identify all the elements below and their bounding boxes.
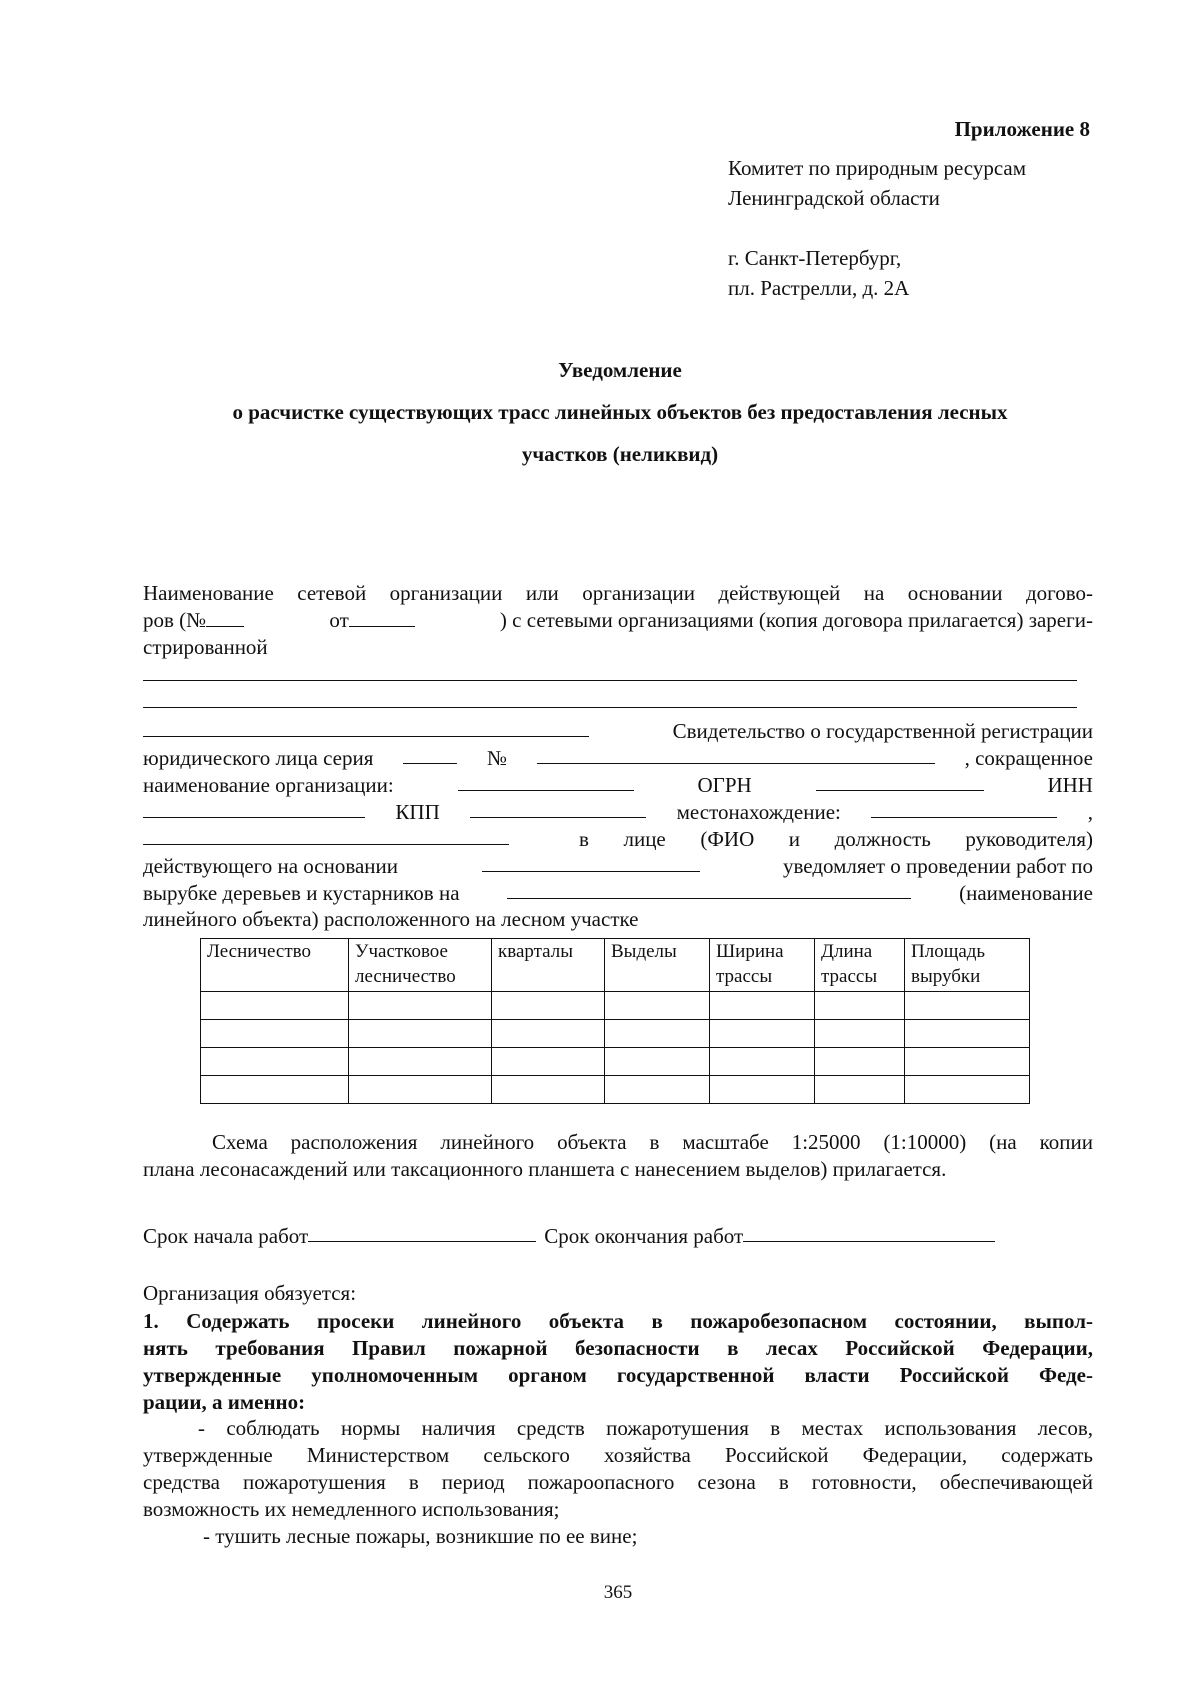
bullet-1-line-4: возможность их немедленного использования; xyxy=(143,1497,560,1521)
table-cell[interactable] xyxy=(815,1048,905,1076)
obligation-1-line-4: рации, а именно: xyxy=(143,1390,306,1414)
ogrn-label: ОГРН xyxy=(697,773,752,797)
cutting-label: вырубке деревьев и кустарников на xyxy=(143,881,460,905)
table-cell[interactable] xyxy=(605,1020,710,1048)
table-row xyxy=(201,992,1030,1020)
table-cell[interactable] xyxy=(710,992,815,1020)
fields-line-7 xyxy=(143,880,1093,907)
org-name-label: наименование организации: xyxy=(143,773,394,797)
table-row xyxy=(201,1076,1030,1104)
table-cell[interactable] xyxy=(710,1020,815,1048)
table-cell[interactable] xyxy=(349,992,492,1020)
fields-line-5 xyxy=(143,826,1093,853)
org-name-field[interactable] xyxy=(458,772,634,791)
document-title: Уведомление xyxy=(558,358,682,382)
table-cell[interactable] xyxy=(905,992,1030,1020)
document-subtitle-line-2: участков (неликвид) xyxy=(521,442,719,466)
intro-line-2 xyxy=(143,607,1093,634)
table-cell[interactable] xyxy=(815,992,905,1020)
obligation-1-line-1: 1. Содержать просеки линейного объекта в пожаробезопасном состоянии, выпол- xyxy=(143,1309,1093,1333)
contract-note: ) с сетевыми организациями (копия договора прилагается) зареги- xyxy=(499,608,1093,632)
header-sections: Выделы xyxy=(605,939,710,992)
header-route-width: Ширина трассы xyxy=(710,939,815,992)
acting-basis-label: действующего на основании xyxy=(143,854,399,878)
inn-label: ИНН xyxy=(1047,773,1093,797)
certificate-number-field[interactable] xyxy=(537,745,935,764)
header-route-length: Длина трассы xyxy=(815,939,905,992)
obligations-intro: Организация обязуется: xyxy=(143,1281,357,1305)
table-cell[interactable] xyxy=(201,1048,349,1076)
table-cell[interactable] xyxy=(605,992,710,1020)
acting-basis-field[interactable] xyxy=(482,853,700,872)
certificate-label: Свидетельство о государственной регистрации xyxy=(672,719,1093,743)
table-cell[interactable] xyxy=(905,1020,1030,1048)
table-row xyxy=(201,1048,1030,1076)
registration-blank-line-1[interactable] xyxy=(143,680,1077,681)
table-cell[interactable] xyxy=(492,1048,605,1076)
fields-line-2 xyxy=(143,745,1093,772)
kpp-field[interactable] xyxy=(470,799,646,818)
series-field[interactable] xyxy=(403,745,457,764)
table-cell[interactable] xyxy=(815,1020,905,1048)
intro-line-1: Наименование сетевой организации или организации действующей на основании догово- xyxy=(143,581,1093,605)
forest-plot-table xyxy=(200,938,1030,1104)
table-cell[interactable] xyxy=(492,1020,605,1048)
linear-object-field[interactable] xyxy=(507,880,911,899)
table-cell[interactable] xyxy=(815,1076,905,1104)
table-cell[interactable] xyxy=(492,992,605,1020)
location-field[interactable] xyxy=(871,799,1057,818)
annex-label: Приложение 8 xyxy=(954,117,1090,141)
table-cell[interactable] xyxy=(201,992,349,1020)
table-cell[interactable] xyxy=(710,1048,815,1076)
registration-name-field[interactable] xyxy=(143,718,589,737)
scheme-line-2: плана лесонасаждений или таксационного планшета с нанесением выделов) прилагается. xyxy=(143,1157,947,1181)
dates-line xyxy=(143,1223,1093,1250)
fields-line-6 xyxy=(143,853,1093,880)
end-date-label: Срок окончания работ xyxy=(544,1224,744,1248)
header-cutting-area: Площадь вырубки xyxy=(905,939,1030,992)
table-cell[interactable] xyxy=(905,1048,1030,1076)
in-person-label: в лице (ФИО и должность руководителя) xyxy=(579,827,1093,851)
fields-line-4 xyxy=(143,799,1093,826)
table-cell[interactable] xyxy=(492,1076,605,1104)
recipient-line-2: Ленинградской области xyxy=(728,186,940,210)
fields-line-1 xyxy=(143,718,1093,745)
object-name-label: (наименование xyxy=(959,881,1093,905)
bullet-1-line-1: - соблюдать нормы наличия средств пожаротушения в местах использования лесов, xyxy=(198,1416,1093,1440)
table-header-row xyxy=(201,939,1030,992)
inn-field[interactable] xyxy=(143,799,365,818)
end-date-field[interactable] xyxy=(743,1223,995,1242)
scheme-line-1: Схема расположения линейного объекта в масштабе 1:25000 (1:10000) (на копии xyxy=(212,1130,1093,1154)
table-cell[interactable] xyxy=(349,1048,492,1076)
table-cell[interactable] xyxy=(605,1048,710,1076)
location-field-continued[interactable] xyxy=(143,826,509,845)
comma: , xyxy=(1087,800,1093,824)
obligation-1-line-2: нять требования Правил пожарной безопасности в лесах Российской Федерации, xyxy=(143,1336,1093,1360)
obligation-1-line-3: утвержденные уполномоченным органом государственной власти Российской Феде- xyxy=(143,1363,1093,1387)
registration-blank-line-2[interactable] xyxy=(143,707,1077,708)
document-subtitle-line-1: о расчистке существующих трасс линейных объектов без предоставления лесных xyxy=(232,400,1008,424)
number-label: № xyxy=(486,746,508,770)
intro-line-3: стрированной xyxy=(143,635,268,659)
located-label: линейного объекта) расположенного на лесном участке xyxy=(143,907,639,931)
short-name-label: , сокращенное xyxy=(964,746,1093,770)
table-cell[interactable] xyxy=(605,1076,710,1104)
bullet-1-line-2: утвержденные Министерством сельского хозяйства Российской Федерации, содержать xyxy=(143,1443,1093,1467)
table-row xyxy=(201,1020,1030,1048)
header-district-forestry: Участковое лесничество xyxy=(349,939,492,992)
notifies-label: уведомляет о проведении работ по xyxy=(783,854,1093,878)
series-label: юридического лица серия xyxy=(143,746,374,770)
header-quarters: кварталы xyxy=(492,939,605,992)
contract-date-label: от xyxy=(329,608,349,632)
table-cell[interactable] xyxy=(710,1076,815,1104)
table-cell[interactable] xyxy=(349,1020,492,1048)
table-cell[interactable] xyxy=(905,1076,1030,1104)
recipient-line-1: Комитет по природным ресурсам xyxy=(728,156,1027,180)
address-line-1: г. Санкт-Петербург, xyxy=(728,246,902,270)
location-label: местонахождение: xyxy=(676,800,841,824)
start-date-label: Срок начала работ xyxy=(143,1224,309,1248)
bullet-2-line-1: - тушить лесные пожары, возникшие по ее вине; xyxy=(203,1524,638,1548)
contract-number-field[interactable] xyxy=(206,608,244,627)
bullet-1-line-3: средства пожаротушения в период пожароопасного сезона в готовности, обеспечивающей xyxy=(143,1470,1093,1494)
table-cell[interactable] xyxy=(201,1020,349,1048)
page-number: 365 xyxy=(603,1582,633,1603)
kpp-label: КПП xyxy=(395,800,440,824)
contract-number-label: ров (№ xyxy=(143,608,207,632)
ogrn-field[interactable] xyxy=(816,772,984,791)
table-cell[interactable] xyxy=(201,1076,349,1104)
start-date-field[interactable] xyxy=(308,1223,536,1242)
table-cell[interactable] xyxy=(349,1076,492,1104)
fields-line-3 xyxy=(143,772,1093,799)
contract-date-field[interactable] xyxy=(349,608,415,627)
address-line-2: пл. Растрелли, д. 2А xyxy=(728,276,910,300)
header-forestry: Лесничество xyxy=(201,939,349,992)
